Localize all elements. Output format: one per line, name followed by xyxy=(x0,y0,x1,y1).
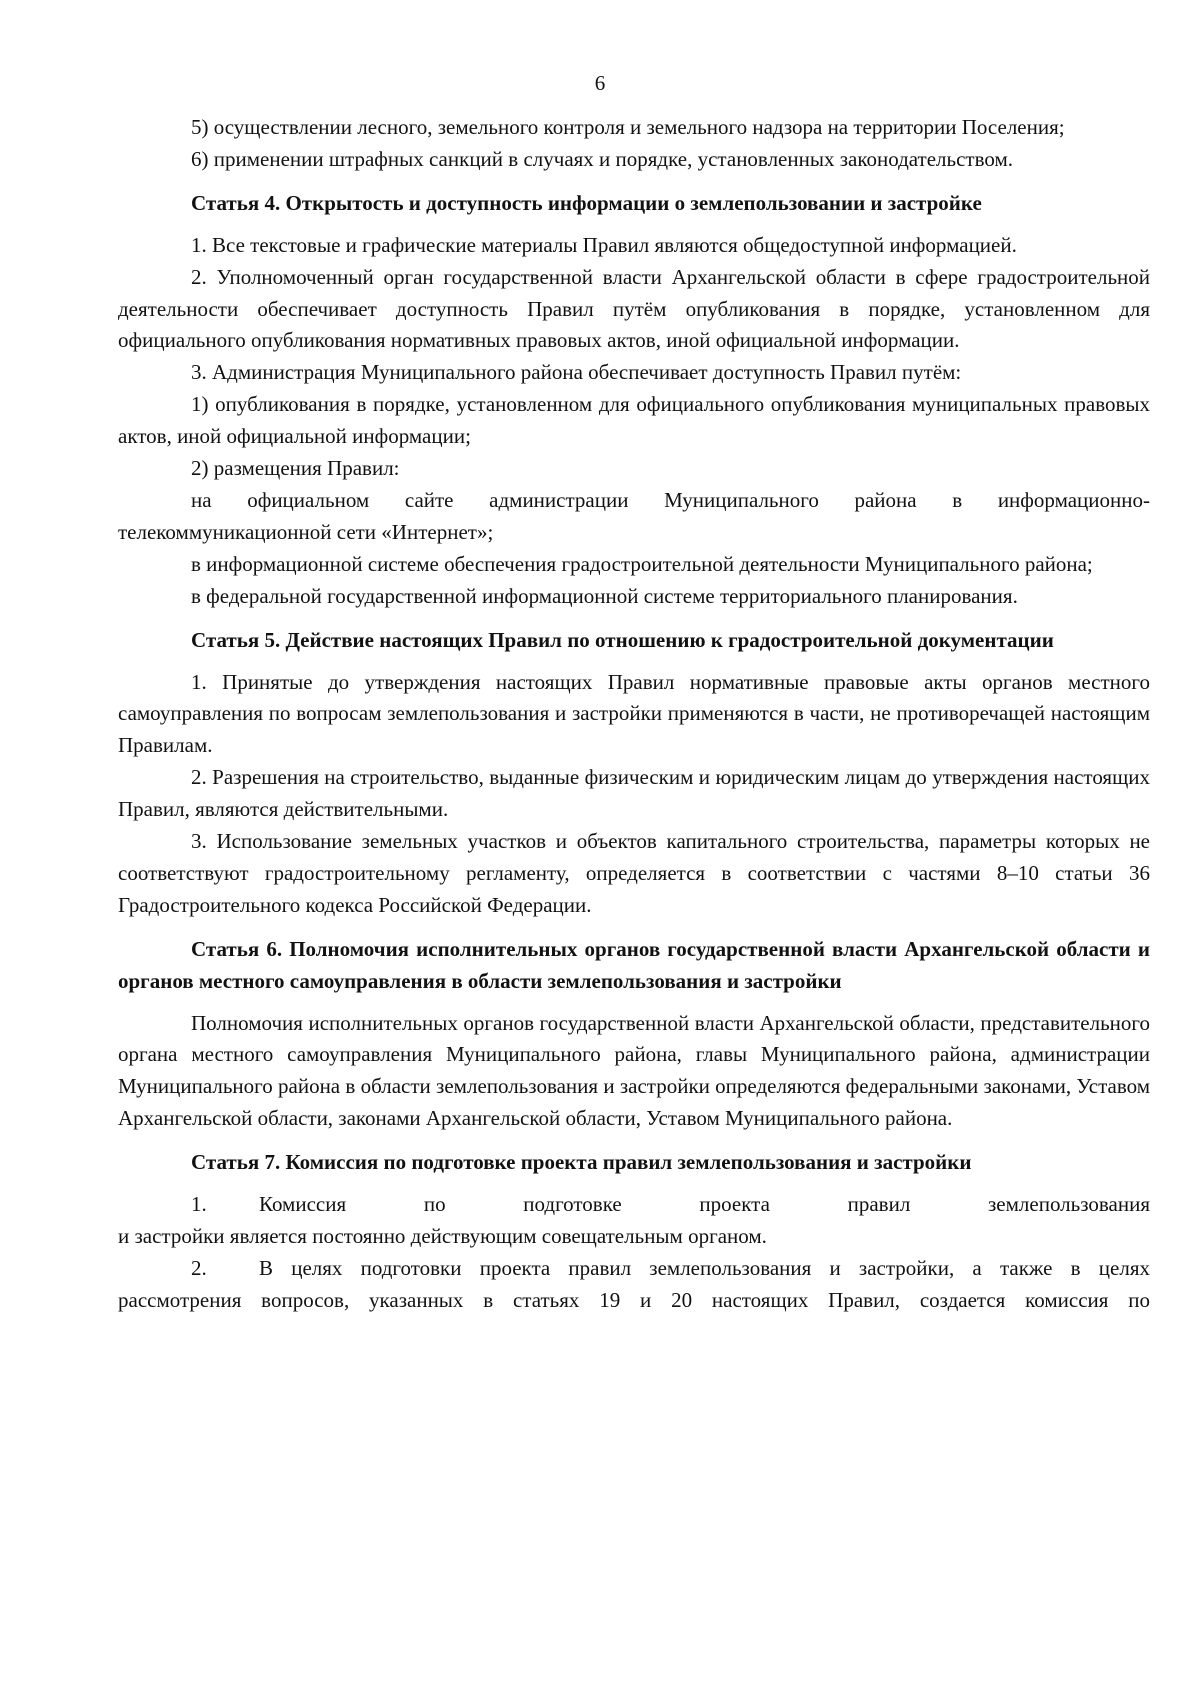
item-text: Комиссия по подготовке проекта правил землепользования xyxy=(259,1192,1150,1217)
article-5-heading: Статья 5. Действие настоящих Правил по отношению к градостроительной документации xyxy=(191,627,1054,652)
paragraph: Полномочия исполнительных органов государственной власти Архангельской области, представительного органа местного самоуправления Муниципального района, главы Муниципального района, администрации Муниципального района в области землепользования и застройки определяются федеральными законами, Уставом Архангельской области, законами Архангельской области, Уставом Муниципального района. xyxy=(118,1010,1150,1131)
item-number: 2. xyxy=(191,1255,207,1280)
document-body xyxy=(118,112,1150,1317)
paragraph: 2) размещения Правил: xyxy=(191,456,400,481)
paragraph: 2. Разрешения на строительство, выданные физическим и юридическим лицам до утверждения настоящих Правил, являются действительными. xyxy=(118,765,1150,822)
article-4-heading: Статья 4. Открытость и доступность информации о землепользовании и застройке xyxy=(191,190,982,215)
item-number: 1. xyxy=(191,1192,207,1217)
paragraph: 1. Все текстовые и графические материалы Правил являются общедоступной информацией. xyxy=(191,232,1017,257)
paragraph: 5) осуществлении лесного, земельного контроля и земельного надзора на территории Поселения; xyxy=(191,115,1065,139)
article-7-heading: Статья 7. Комиссия по подготовке проекта правил землепользования и застройки xyxy=(191,1150,972,1175)
paragraph: 2. Уполномоченный орган государственной власти Архангельской области в сфере градостроительной деятельности обеспечивает доступность Правил путём опубликования в порядке, установленном для официального опубликования нормативных правовых актов, иной официальной информации. xyxy=(118,264,1150,353)
paragraph: 3. Использование земельных участков и объектов капитального строительства, параметры которых не соответствуют градостроительному регламенту, определяется в соответствии с частями 8–10 статьи 36 Градостроительного кодекса Российской Федерации. xyxy=(118,829,1150,917)
paragraph: в информационной системе обеспечения градостроительной деятельности Муниципального района; xyxy=(191,551,1093,576)
paragraph: на официальном сайте администрации Муниципального района в информационно-телекоммуникационной сети «Интернет»; xyxy=(118,487,1150,544)
article-6-heading: Статья 6. Полномочия исполнительных органов государственной власти Архангельской области и органов местного самоуправления в области землепользования и застройки xyxy=(118,936,1150,993)
paragraph: в федеральной государственной информационной системе территориального планирования. xyxy=(191,583,1018,608)
paragraph-continuation: рассмотрения вопросов, указанных в статьях 19 и 20 настоящих Правил, создается комиссия по xyxy=(118,1287,1150,1312)
paragraph: 3. Администрация Муниципального района обеспечивает доступность Правил путём: xyxy=(191,360,962,385)
paragraph: 1) опубликования в порядке, установленном для официального опубликования муниципальных правовых актов, иной официальной информации; xyxy=(118,392,1150,449)
page-number: 6 xyxy=(594,71,606,95)
item-text: В целях подготовки проекта правил землепользования и застройки, а также в целях xyxy=(259,1255,1150,1280)
list-item xyxy=(191,1189,1150,1221)
paragraph: 6) применении штрафных санкций в случаях и порядке, установленных законодательством. xyxy=(191,146,1014,171)
paragraph: 1. Принятые до утверждения настоящих Правил нормативные правовые акты органов местного самоуправления по вопросам землепользования и застройки применяются в части, не противоречащей настоящим Правилам. xyxy=(118,669,1150,758)
paragraph-continuation: и застройки является постоянно действующим совещательным органом. xyxy=(118,1224,767,1248)
list-item xyxy=(191,1253,1150,1285)
